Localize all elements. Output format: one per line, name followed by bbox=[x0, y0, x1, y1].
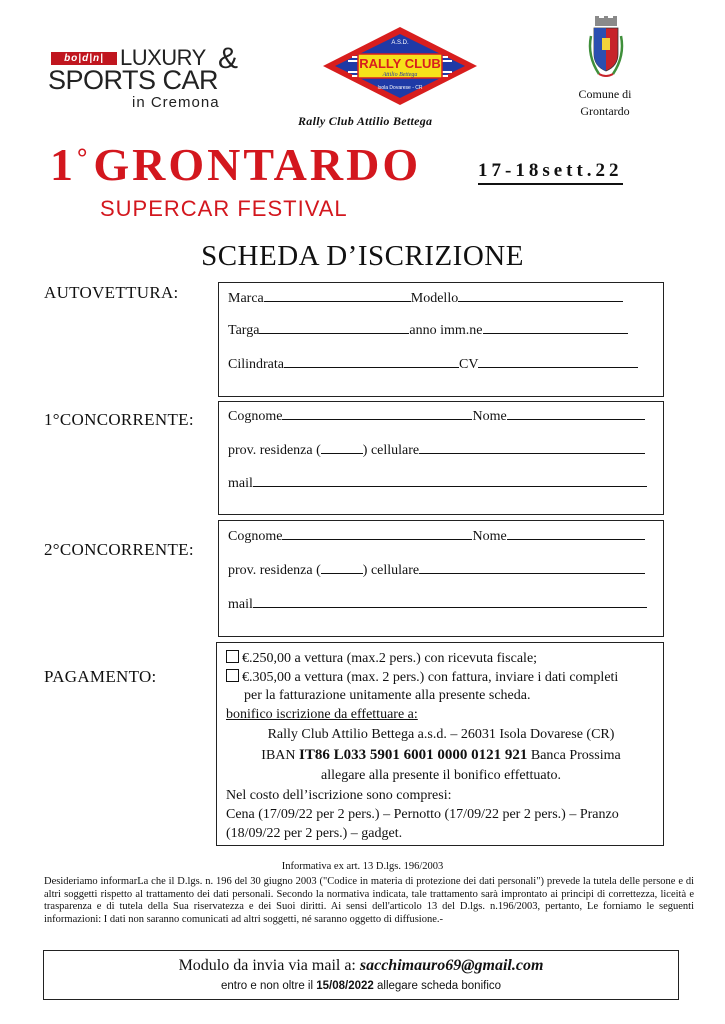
beneficiary: Rally Club Attilio Bettega a.s.d. – 26031 Isola Dovarese (CR) bbox=[267, 727, 615, 742]
attach-note: allegare alla presente il bonifico effettuato. bbox=[321, 768, 561, 783]
cv-field[interactable] bbox=[478, 355, 638, 368]
event-degree: ° bbox=[77, 143, 88, 172]
footer-deadline: 15/08/2022 bbox=[316, 980, 374, 992]
footer-deadline-pre: entro e non oltre il bbox=[220, 980, 317, 992]
sponsor-line3: in Cremona bbox=[132, 94, 220, 111]
iban-line bbox=[217, 747, 665, 764]
c1-cognome-field[interactable] bbox=[282, 407, 472, 420]
c1-nome-label: Nome bbox=[472, 409, 507, 424]
comune-line2: Grontardo bbox=[580, 104, 630, 118]
targa-field[interactable] bbox=[259, 321, 409, 334]
event-name: GRONTARDO bbox=[93, 139, 422, 190]
privacy-title: Informativa ex art. 13 D.lgs. 196/2003 bbox=[281, 861, 444, 872]
c1-prov-field[interactable] bbox=[321, 441, 363, 454]
cilindrata-field[interactable] bbox=[284, 355, 459, 368]
footer-send-label: Modulo da invia via mail a: bbox=[178, 957, 360, 974]
cilindrata-label: Cilindrata bbox=[228, 357, 284, 372]
sponsor-amp: & bbox=[218, 42, 239, 75]
included-heading: Nel costo dell’iscrizione sono compresi: bbox=[226, 788, 452, 803]
c1-mail-field[interactable] bbox=[253, 474, 647, 487]
competitor1-section-label: 1°CONCORRENTE: bbox=[44, 410, 194, 429]
payment-option2-cont: per la fatturazione unitamente alla presente scheda. bbox=[244, 688, 531, 703]
modello-field[interactable] bbox=[458, 289, 623, 302]
competitor2-section-label: 2°CONCORRENTE: bbox=[44, 540, 194, 559]
rally-logo-top: A.S.D. bbox=[391, 40, 409, 46]
payment-section-label: PAGAMENTO: bbox=[44, 667, 157, 686]
c2-mail-label: mail bbox=[228, 597, 253, 612]
c2-nome-field[interactable] bbox=[507, 527, 645, 540]
c2-prov-label: prov. residenza ( bbox=[228, 563, 321, 578]
anno-label: anno imm.ne bbox=[409, 323, 483, 338]
footer-line2 bbox=[44, 980, 678, 992]
c1-cognome-label: Cognome bbox=[228, 409, 283, 424]
rally-club-logo bbox=[322, 26, 478, 106]
payment-option2: €.305,00 a vettura (max. 2 pers.) con fattura, inviare i dati completi bbox=[242, 670, 619, 685]
marca-field[interactable] bbox=[264, 289, 411, 302]
c2-nome-label: Nome bbox=[472, 529, 507, 544]
c1-mail-label: mail bbox=[228, 476, 253, 491]
rally-caption: Rally Club Attilio Bettega bbox=[298, 114, 433, 128]
included-line1: Cena (17/09/22 per 2 pers.) – Pernotto (17/09/22 per 2 pers.) – Pranzo bbox=[226, 807, 619, 822]
anno-field[interactable] bbox=[483, 321, 628, 334]
c2-cellulare-label: ) cellulare bbox=[362, 563, 420, 578]
form-title: SCHEDA D’ISCRIZIONE bbox=[201, 240, 524, 272]
option2-checkbox[interactable] bbox=[226, 669, 239, 682]
c1-prov-label: prov. residenza ( bbox=[228, 443, 321, 458]
sponsor-logo bbox=[48, 42, 248, 112]
c1-cellulare-field[interactable] bbox=[419, 441, 645, 454]
footer-line1 bbox=[44, 957, 678, 975]
sponsor-badge: bo|d|n| bbox=[51, 52, 117, 65]
bonifico-heading: bonifico iscrizione da effettuare a: bbox=[226, 707, 418, 722]
car-box bbox=[218, 282, 664, 397]
competitor2-box bbox=[218, 520, 664, 637]
c1-nome-field[interactable] bbox=[507, 407, 645, 420]
iban-label: IBAN bbox=[261, 748, 300, 763]
c2-prov-field[interactable] bbox=[321, 561, 363, 574]
c2-mail-field[interactable] bbox=[253, 595, 647, 608]
footer-box bbox=[43, 950, 679, 1000]
event-subtitle: SUPERCAR FESTIVAL bbox=[100, 196, 348, 221]
marca-label: Marca bbox=[228, 291, 264, 306]
payment-option1: €.250,00 a vettura (max.2 pers.) con ricevuta fiscale; bbox=[242, 651, 538, 666]
rally-logo-sub: Attilio Bettega bbox=[382, 72, 418, 78]
c2-cognome-label: Cognome bbox=[228, 529, 283, 544]
cv-label: CV bbox=[459, 357, 479, 372]
payment-box bbox=[216, 642, 664, 846]
bank-name: Banca Prossima bbox=[527, 748, 621, 763]
sponsor-line1: LUXURY bbox=[120, 45, 206, 70]
competitor1-box bbox=[218, 401, 664, 515]
footer-deadline-post: allegare scheda bonifico bbox=[373, 980, 502, 992]
event-title bbox=[50, 138, 421, 191]
modello-label: Modello bbox=[410, 291, 459, 306]
event-date: 17-18sett.22 bbox=[478, 160, 623, 185]
sponsor-line2: SPORTS CAR bbox=[48, 65, 219, 95]
targa-label: Targa bbox=[228, 323, 260, 338]
c2-cognome-field[interactable] bbox=[282, 527, 472, 540]
event-edition: 1 bbox=[50, 139, 76, 190]
rally-logo-bottom: Isola Dovarese - CR bbox=[377, 85, 423, 91]
c2-cellulare-field[interactable] bbox=[419, 561, 645, 574]
included-line2: (18/09/22 per 2 pers.) – gadget. bbox=[226, 826, 403, 841]
rally-logo-main: RALLY CLUB bbox=[359, 56, 441, 71]
comune-line1: Comune di bbox=[578, 87, 632, 101]
municipal-crest-icon bbox=[585, 16, 627, 82]
iban-code: IT86 L033 5901 6001 0000 0121 921 bbox=[299, 747, 528, 763]
car-section-label: AUTOVETTURA: bbox=[44, 283, 179, 302]
footer-email[interactable]: sacchimauro69@gmail.com bbox=[359, 957, 544, 974]
comune-label bbox=[560, 86, 650, 120]
option1-checkbox[interactable] bbox=[226, 650, 239, 663]
c1-cellulare-label: ) cellulare bbox=[362, 443, 420, 458]
privacy-text: Desideriamo informarLa che il D.lgs. n. 196 del 30 giugno 2003 ("Codice in materia di protezione dei dati personali") prevede la tutela delle persone e di altri soggetti rispetto al trattamento dei dati personali. Secondo la normativa indicata, tale trattamento sarà improntato ai principi di correttezza, liceità e trasparenza e di tutela della Sua riservatezza e dei Suoi diritti. Ai sensi dell'articolo 13 del D.lgs. n.196/2003, pertanto, Le forniamo le seguenti informazioni: I dati non saranno comunicati ad altri soggetti, né saranno oggetto di diffusione.- bbox=[44, 876, 694, 925]
